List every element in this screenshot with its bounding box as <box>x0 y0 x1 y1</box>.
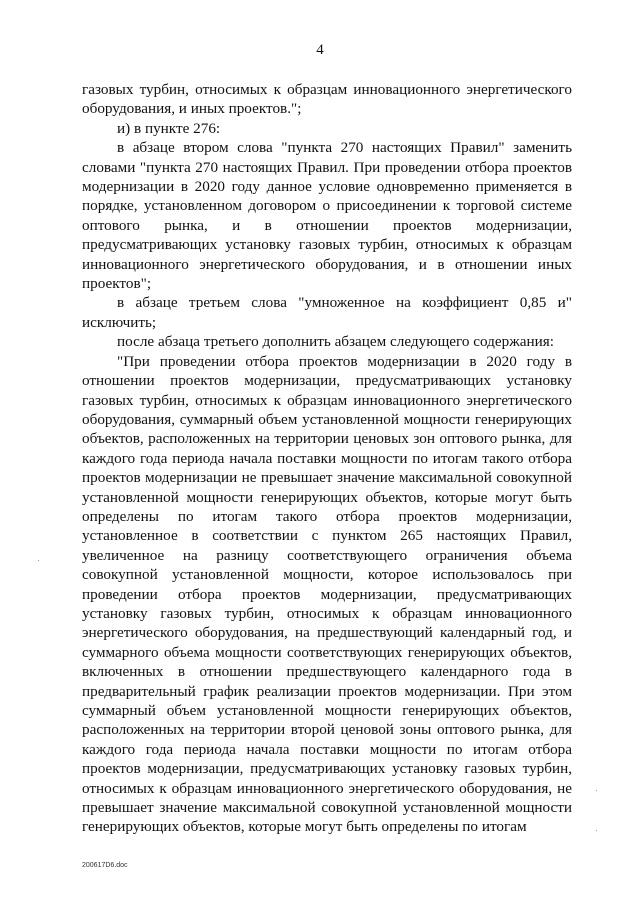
margin-dot <box>38 560 39 561</box>
paragraph-3: в абзаце втором слова "пункта 270 настоящих Правил" заменить словами "пункта 270 настоящих Правил. При проведении отбора проектов модернизации в 2020 году данное условие одновременно применяется в порядке, установленном договором о присоединении к торговой системе оптового рынка, и в отношении проектов модернизации, предусматривающих установку газовых турбин, относимых к образцам инновационного энергетического оборудования, и в отношении иных проектов"; <box>82 139 572 293</box>
paragraph-4: в абзаце третьем слова "умноженное на коэффициент 0,85 и" исключить; <box>82 294 572 331</box>
paragraph-2: и) в пункте 276: <box>117 119 221 137</box>
paragraph-5: после абзаца третьего дополнить абзацем следующего содержания: <box>117 333 554 351</box>
paragraph-1: газовых турбин, относимых к образцам инновационного энергетического оборудования, и иных проектов."; <box>82 81 572 118</box>
paragraph-6: "При проведении отбора проектов модернизации в 2020 году в отношении проектов модернизации, предусматривающих установку газовых турбин, относимых к образцам инновационного энергетического оборудования, суммарный объем установленной мощности генерирующих объектов, расположенных на территории ценовых зон оптового рынка, для каждого года периода начала поставки мощности по итогам такого отбора проектов модернизации не превышает значение максимальной совокупной установленной мощности генерирующих объектов, которые могут быть определены по итогам такого отбора проектов модернизации, установленное в соответствии с пунктом 265 настоящих Правил, увеличенное на разницу соответствующего ограничения объема совокупной установленной мощности, которое использовалось при проведении отбора проектов модернизации, предусматривающих установку газовых турбин, относимых к образцам инновационного энергетического оборудования, на предшествующий календарный год, и суммарного объема мощности соответствующих генерирующих объектов, включенных в отношении предшествующего календарного года в предварительный график реализации проектов модернизации. При этом суммарный объем установленной мощности генерирующих объектов, расположенных на территории второй ценовой зоны оптового рынка, для каждого года периода начала поставки мощности по итогам отбора проектов модернизации, предусматривающих установку газовых турбин, относимых к образцам инновационного энергетического оборудования, не превышает значение максимальной совокупной установленной мощности генерирующих объектов, которые могут быть определены по итогам <box>82 352 572 836</box>
footer-filename: 200617D6.doc <box>82 862 128 869</box>
page-number: 4 <box>316 42 324 58</box>
document-body <box>82 80 572 837</box>
margin-dot <box>596 790 597 791</box>
margin-dot <box>596 830 597 831</box>
